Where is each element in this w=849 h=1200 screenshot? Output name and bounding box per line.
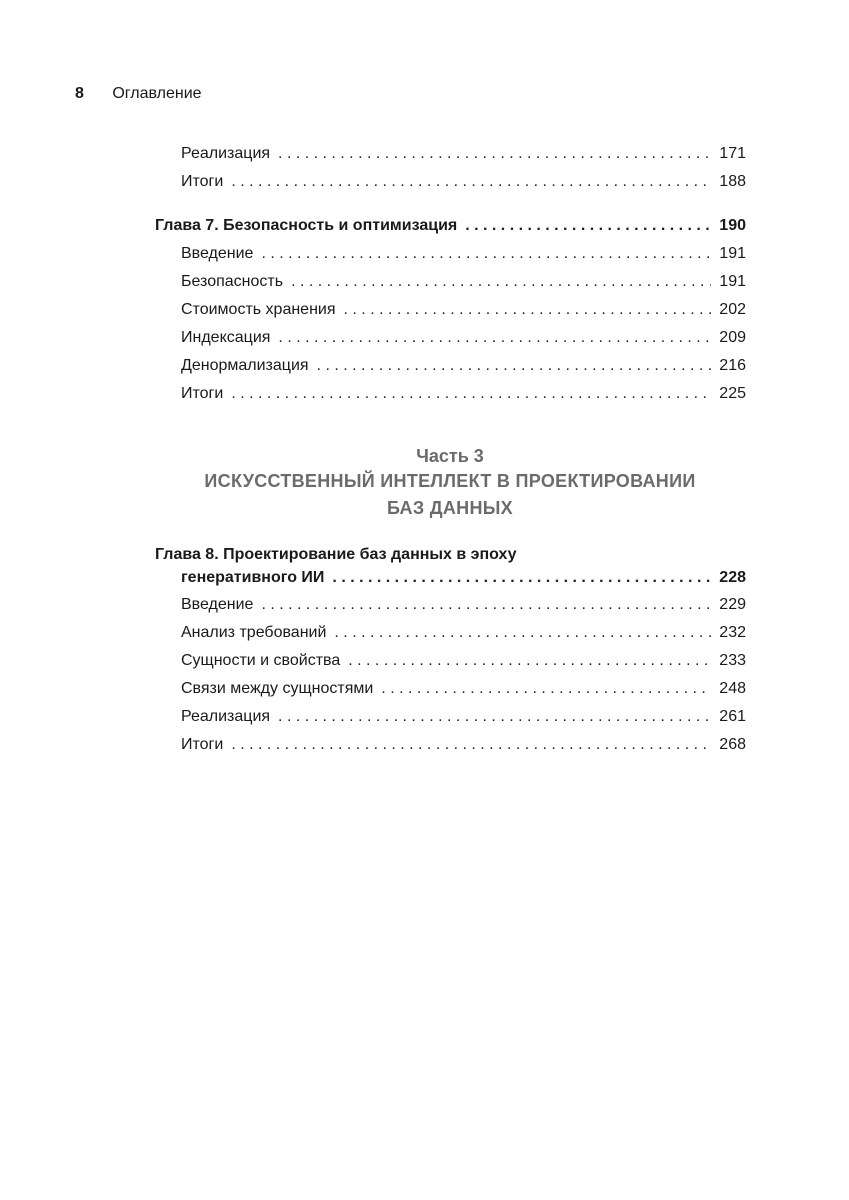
- toc-entry[interactable]: [155, 647, 746, 675]
- chapter-8-heading[interactable]: [155, 565, 746, 591]
- toc-entry-page: 229: [719, 596, 746, 613]
- dot-leader: [278, 140, 711, 168]
- toc-entry-page: 233: [719, 652, 746, 669]
- toc-entry[interactable]: [155, 268, 746, 296]
- toc-entry-title: Безопасность: [181, 268, 291, 296]
- toc-entry[interactable]: [155, 296, 746, 324]
- dot-leader: [231, 731, 711, 759]
- toc-entry[interactable]: [155, 675, 746, 703]
- toc-entry-title: Итоги: [181, 380, 231, 408]
- toc-entry-page: 171: [719, 145, 746, 162]
- toc-entry[interactable]: [155, 703, 746, 731]
- toc-entry-page: 202: [719, 301, 746, 318]
- page-number: 8: [75, 85, 84, 102]
- running-header: [75, 84, 202, 104]
- toc-entry-page: 216: [719, 357, 746, 374]
- toc-entry-title: Итоги: [181, 168, 231, 196]
- chapter-7-heading[interactable]: [155, 212, 746, 240]
- toc-entry[interactable]: [155, 591, 746, 619]
- toc-entry-title: Денормализация: [181, 352, 317, 380]
- chapter-title: Глава 7. Безопасность и оптимизация: [155, 212, 465, 240]
- chapter-page: 190: [719, 217, 746, 234]
- dot-leader: [332, 565, 711, 591]
- toc-entry-title: Стоимость хранения: [181, 296, 344, 324]
- dot-leader: [334, 619, 711, 647]
- toc-entry-title: Введение: [181, 240, 261, 268]
- chapter-page: 228: [719, 569, 746, 586]
- part-3-heading: [100, 444, 800, 522]
- dot-leader: [291, 268, 711, 296]
- dot-leader: [344, 296, 712, 324]
- toc-entry-page: 191: [719, 245, 746, 262]
- toc-entry-title: Анализ требований: [181, 619, 334, 647]
- toc-entry-title: Итоги: [181, 731, 231, 759]
- chapter-8-title-line-1[interactable]: Глава 8. Проектирование баз данных в эпоху: [155, 546, 517, 563]
- toc-entry-title: Введение: [181, 591, 261, 619]
- toc-entry-page: 188: [719, 173, 746, 190]
- dot-leader: [278, 703, 711, 731]
- toc-entry-page: 225: [719, 385, 746, 402]
- dot-leader: [348, 647, 711, 675]
- dot-leader: [261, 240, 711, 268]
- chapter-title-line-2: генеративного ИИ: [181, 565, 332, 591]
- toc-entry-page: 209: [719, 329, 746, 346]
- dot-leader: [261, 591, 711, 619]
- toc-entry[interactable]: [155, 324, 746, 352]
- toc-entry-page: 268: [719, 736, 746, 753]
- part-title-line-2: БАЗ ДАННЫХ: [387, 498, 513, 518]
- toc-entry-page: 191: [719, 273, 746, 290]
- dot-leader: [381, 675, 711, 703]
- toc-entry-page: 248: [719, 680, 746, 697]
- toc-entry-page: 232: [719, 624, 746, 641]
- toc-entry[interactable]: [155, 140, 746, 168]
- part-label: Часть 3: [416, 446, 484, 466]
- toc-entry[interactable]: [155, 240, 746, 268]
- part-title-line-1: ИСКУССТВЕННЫЙ ИНТЕЛЛЕКТ В ПРОЕКТИРОВАНИИ: [204, 471, 696, 491]
- toc-entry[interactable]: [155, 352, 746, 380]
- toc-entry[interactable]: [155, 619, 746, 647]
- toc-entry[interactable]: [155, 380, 746, 408]
- toc-entry-title: Сущности и свойства: [181, 647, 348, 675]
- chapter-8-block: [155, 544, 746, 759]
- dot-leader: [231, 168, 711, 196]
- toc-entry[interactable]: [155, 168, 746, 196]
- toc-entry-title: Реализация: [181, 703, 278, 731]
- dot-leader: [278, 324, 711, 352]
- dot-leader: [231, 380, 711, 408]
- running-title: Оглавление: [112, 85, 202, 102]
- toc-entry-title: Индексация: [181, 324, 278, 352]
- chapter-7-block: [155, 212, 746, 408]
- toc-entry[interactable]: [155, 731, 746, 759]
- dot-leader: [465, 212, 711, 240]
- dot-leader: [317, 352, 712, 380]
- toc-entry-page: 261: [719, 708, 746, 725]
- toc-entry-title: Связи между сущностями: [181, 675, 381, 703]
- toc-continuation: [155, 140, 746, 196]
- toc-entry-title: Реализация: [181, 140, 278, 168]
